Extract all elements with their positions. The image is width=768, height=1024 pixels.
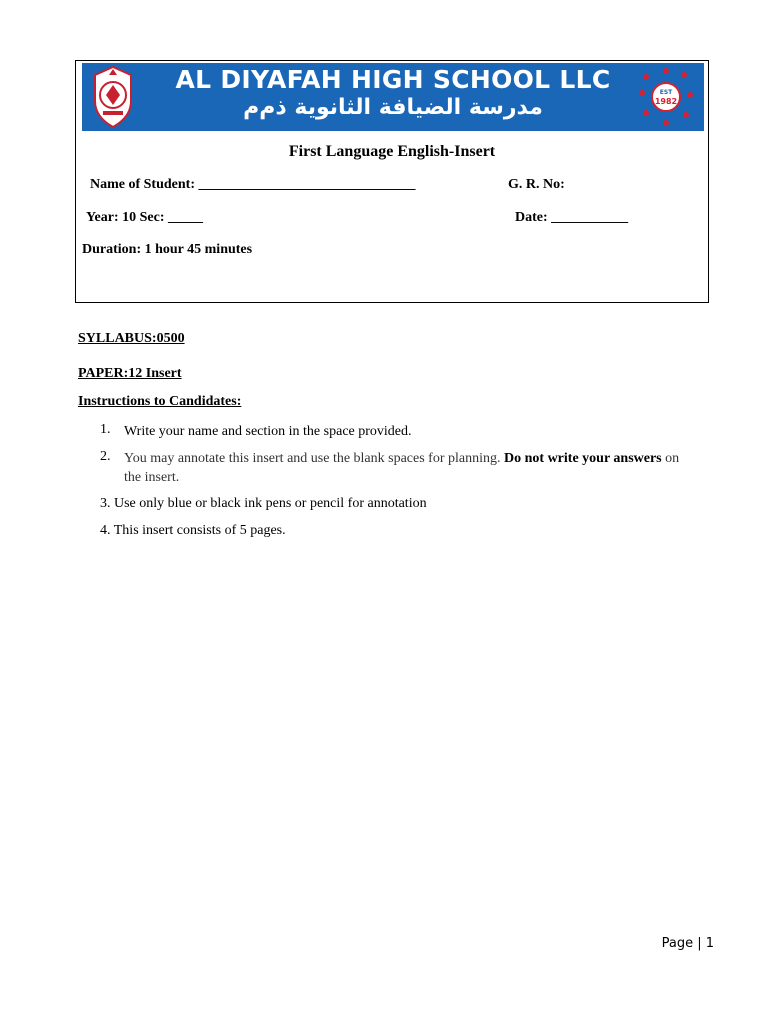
gr-number-field[interactable]: G. R. No: [508, 177, 565, 192]
syllabus-label: SYLLABUS:0500 [78, 331, 185, 346]
instructions-heading: Instructions to Candidates: [78, 394, 242, 409]
paper-label: PAPER:12 Insert [78, 366, 182, 381]
school-name-english: AL DIYAFAH HIGH SCHOOL LLC [175, 65, 611, 94]
date-field[interactable]: Date: ___________ [515, 210, 629, 225]
school-name-arabic: مدرسة الضيافة الثانوية ذ‌م‌م [243, 95, 543, 120]
instruction-2-number: 2. [100, 449, 111, 464]
school-banner [82, 63, 704, 131]
instruction-4-text: 4. This insert consists of 5 pages. [100, 523, 286, 538]
year-section-field[interactable]: Year: 10 Sec: _____ [86, 210, 204, 225]
est-year: 1982 [654, 97, 678, 106]
document-title: First Language English-Insert [288, 143, 496, 160]
instruction-1-text: Write your name and section in the space provided. [124, 424, 412, 439]
est-1982-logo-icon [632, 65, 700, 129]
instruction-2-part-b: on the insert. [124, 451, 680, 485]
instruction-2-part-a: You may annotate this insert and use the blank spaces for planning. [124, 451, 505, 466]
instruction-2-text [124, 449, 684, 487]
header-box [75, 60, 709, 303]
page-number: Page | 1 [661, 936, 714, 951]
student-name-field[interactable]: Name of Student: _______________________________ [90, 177, 416, 192]
instruction-3-text: 3. Use only blue or black ink pens or pencil for annotation [100, 496, 427, 511]
instruction-1-number: 1. [100, 422, 111, 437]
instruction-2-bold: Do not write your answers [504, 451, 662, 466]
duration-label: Duration: 1 hour 45 minutes [82, 242, 253, 257]
est-label: EST [659, 89, 673, 96]
